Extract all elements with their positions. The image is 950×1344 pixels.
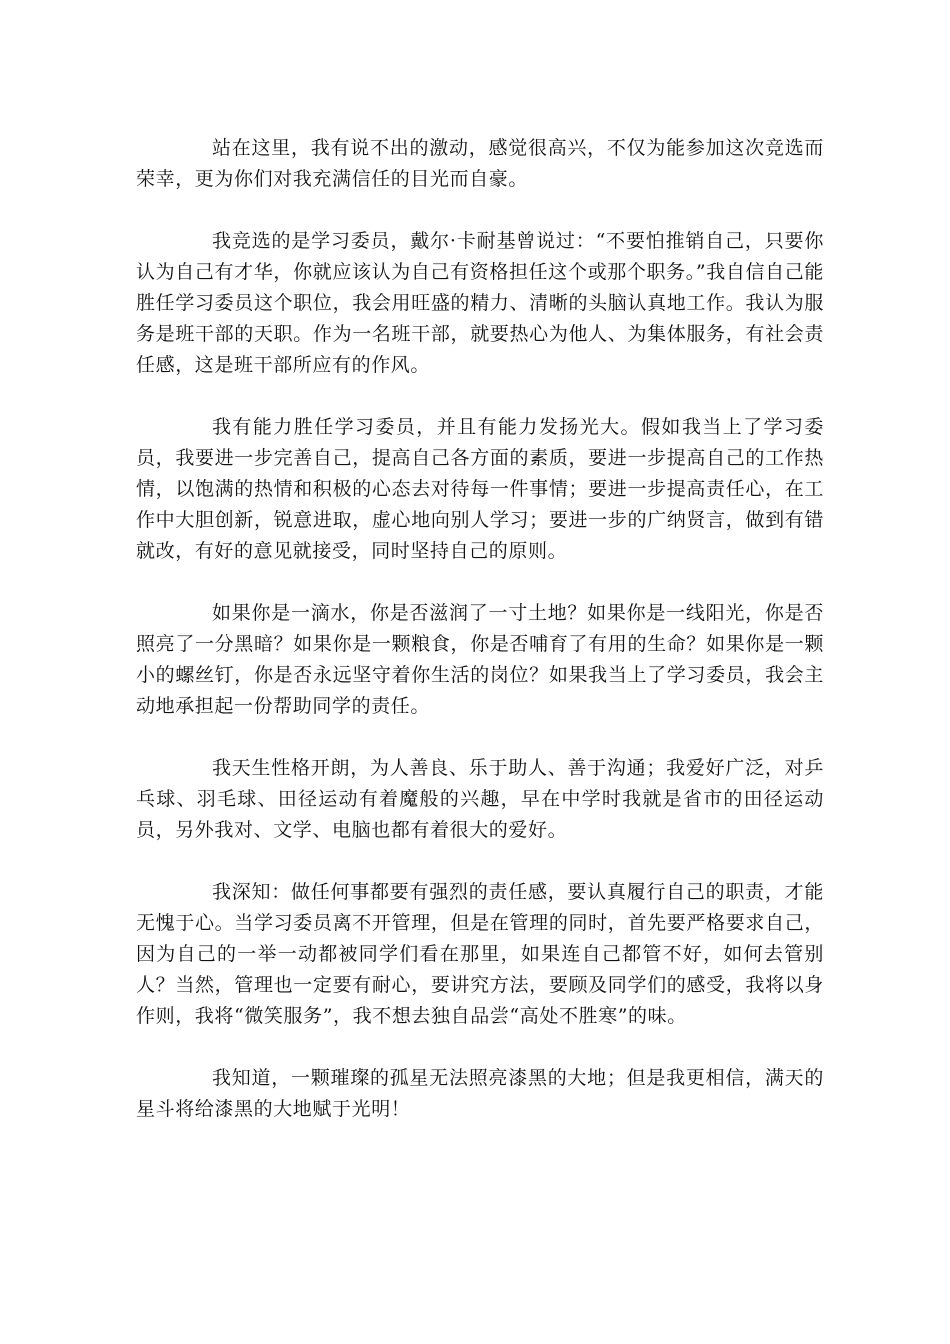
- paragraph-3: 我有能力胜任学习委员，并且有能力发扬光大。假如我当上了学习委员，我要进一步完善自己，提高自己各方面的素质，要进一步提高自己的工作热情，以饱满的热情和积极的心态去对待每一件事情；要进一步提高责任心，在工作中大胆创新，锐意进取，虚心地向别人学习；要进一步的广纳贤言，做到有错就改，有好的意见就接受，同时坚持自己的原则。: [136, 416, 824, 562]
- paragraph-2: 我竞选的是学习委员，戴尔·卡耐基曾说过：“不要怕推销自己，只要你认为自己有才华，你就应该认为自己有资格担任这个或那个职务。”我自信自己能胜任学习委员这个职位，我会用旺盛的精力、清晰的头脑认真地工作。我认为服务是班干部的天职。作为一名班干部，就要热心为他人、为集体服务，有社会责任感，这是班干部所应有的作风。: [136, 230, 824, 376]
- document-body: [136, 133, 824, 1156]
- paragraph-5: 我天生性格开朗，为人善良、乐于助人、善于沟通；我爱好广泛，对乒乓球、羽毛球、田径运动有着魔般的兴趣，早在中学时我就是省市的田径运动员，另外我对、文学、电脑也都有着很大的爱好。: [136, 757, 824, 841]
- paragraph-1: 站在这里，我有说不出的激动，感觉很高兴，不仅为能参加这次竞选而荣幸，更为你们对我充满信任的目光而自豪。: [136, 137, 824, 190]
- paragraph-7: 我知道，一颗璀璨的孤星无法照亮漆黑的大地；但是我更相信，满天的星斗将给漆黑的大地赋于光明！: [136, 1067, 824, 1120]
- paragraph-6: 我深知：做任何事都要有强烈的责任感，要认真履行自己的职责，才能无愧于心。当学习委员离不开管理，但是在管理的同时，首先要严格要求自己，因为自己的一举一动都被同学们看在那里，如果连自己都管不好，如何去管别人？当然，管理也一定要有耐心，要讲究方法，要顾及同学们的感受，我将以身作则，我将“微笑服务”，我不想去独自品尝“高处不胜寒”的味。: [136, 881, 824, 1027]
- paragraph-4: 如果你是一滴水，你是否滋润了一寸土地？如果你是一线阳光，你是否照亮了一分黑暗？如果你是一颗粮食，你是否哺育了有用的生命？如果你是一颗小的螺丝钉，你是否永远坚守着你生活的岗位？如果我当上了学习委员，我会主动地承担起一份帮助同学的责任。: [136, 602, 824, 717]
